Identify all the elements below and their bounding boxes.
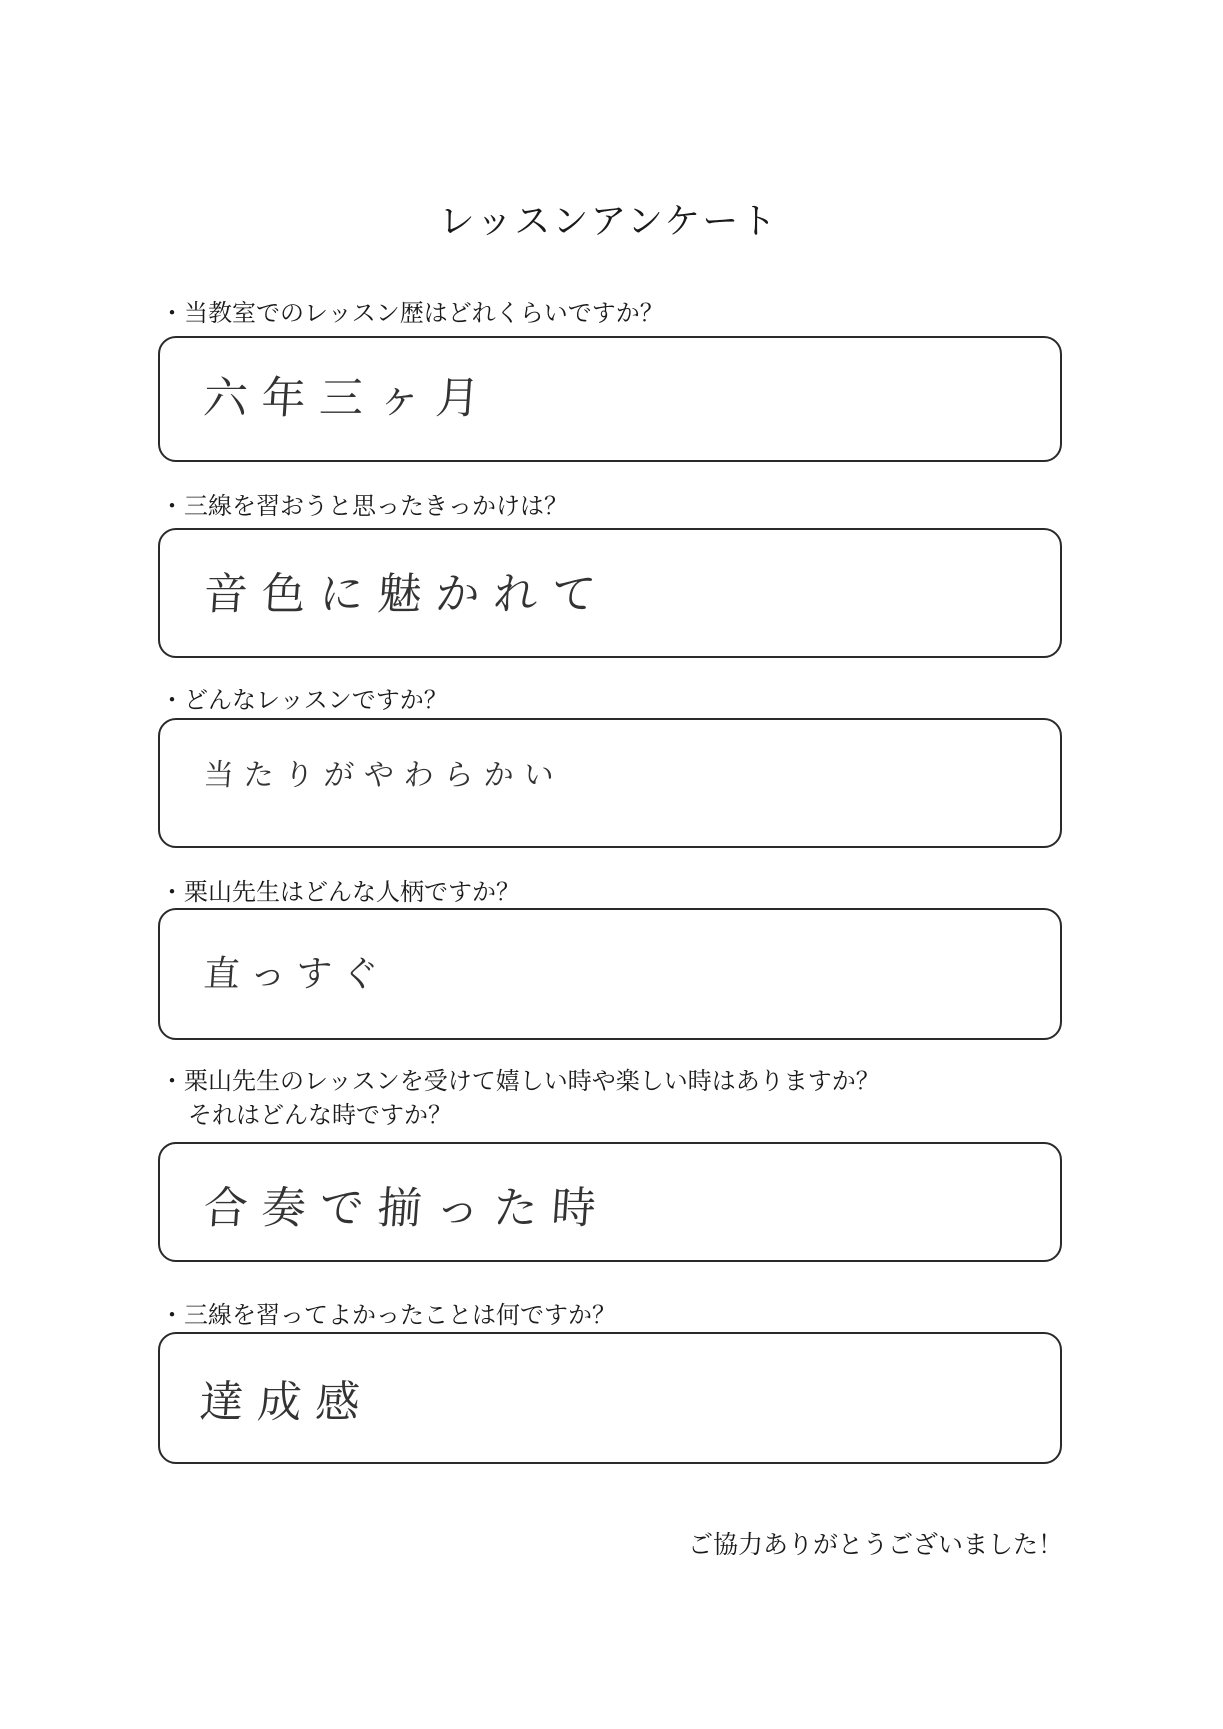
answer-box-6 (158, 1332, 1062, 1464)
answer-1-handwritten: 六年三ヶ月 (201, 373, 496, 424)
question-6-text: ・三線を習ってよかったことは何ですか？ (160, 1301, 616, 1329)
question-2-text: ・三線を習おうと思ったきっかけは？ (160, 492, 568, 520)
question-1-text: ・当教室でのレッスン歴はどれくらいですか？ (160, 299, 664, 327)
question-5-text-line-1: ・栗山先生のレッスンを受けて嬉しい時や楽しい時はありますか？ (160, 1067, 880, 1095)
question-3-text: ・どんなレッスンですか？ (160, 686, 448, 714)
question-3 (160, 683, 448, 717)
question-6 (160, 1298, 616, 1332)
answer-box-5 (158, 1142, 1062, 1262)
page-title-text: レッスンアンケート (438, 201, 779, 242)
question-5-text-line-2: それはどんな時ですか？ (188, 1101, 452, 1129)
question-2 (160, 489, 568, 523)
answer-5-handwritten: 合奏で揃った時 (201, 1183, 612, 1234)
answer-4-handwritten: 直っすぐ (202, 954, 390, 995)
answer-3-handwritten: 当たりがやわらかい (202, 758, 565, 793)
question-1 (160, 296, 664, 330)
answer-6-handwritten: 達成感 (197, 1377, 376, 1428)
page-title (0, 193, 1223, 244)
question-4-text: ・栗山先生はどんな人柄ですか？ (160, 878, 520, 906)
answer-box-1 (158, 336, 1062, 462)
closing-message: ご協力ありがとうございました！ (687, 1530, 1063, 1559)
question-5 (160, 1064, 880, 1132)
answer-box-2 (158, 528, 1062, 658)
answer-2-handwritten: 音色に魅かれて (201, 569, 612, 620)
answer-box-3 (158, 718, 1062, 848)
answer-box-4 (158, 908, 1062, 1040)
question-4 (160, 875, 520, 909)
